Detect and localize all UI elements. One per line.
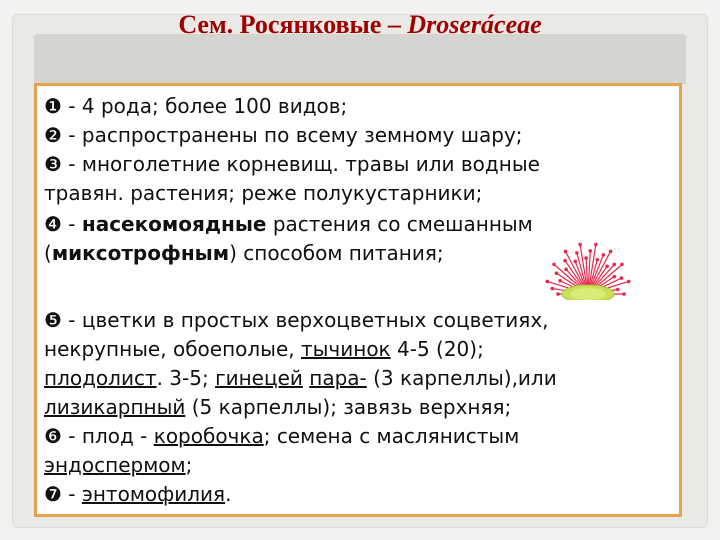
sundew-droplet (588, 249, 592, 253)
list-item-5 (44, 308, 549, 332)
line-text: - цветки в простых верхоцветных соцветиях, (61, 308, 549, 332)
line-text: некрупные, обоеполые, (44, 337, 301, 361)
bold-term: насекомоядные (81, 212, 267, 236)
sundew-droplet (556, 292, 560, 296)
underlined-term: тычинок (300, 337, 391, 361)
underlined-term: коробочка (153, 424, 264, 448)
underlined-term: пара- (309, 366, 367, 390)
sundew-droplet (552, 263, 556, 267)
underlined-term: плодолист (44, 366, 157, 390)
sundew-droplet (612, 263, 616, 267)
line-text: - многолетние корневищ. травы или водные (61, 152, 540, 176)
title-main: Сем. Росянковые – (178, 10, 408, 39)
line-text: ; (185, 453, 193, 477)
list-item-4-cont (44, 241, 444, 265)
sundew-droplet (558, 279, 562, 283)
underlined-term: лизикарпный (44, 395, 186, 419)
line-text: - 4 рода; более 100 видов; (61, 94, 348, 118)
sundew-droplet (578, 243, 582, 247)
title-bar (34, 34, 686, 84)
slide-title (0, 10, 720, 40)
sundew-droplet (564, 268, 568, 272)
content-panel (34, 83, 682, 517)
sundew-droplet (605, 264, 609, 268)
line-text: - распространены по всему земному шару; (61, 123, 523, 147)
line-text: ) способом питания; (229, 241, 444, 265)
sundew-droplet (555, 271, 559, 275)
bold-term: миксотрофным (51, 241, 230, 265)
line-text: - (61, 212, 82, 236)
list-item-6 (44, 424, 519, 448)
sundew-droplet (612, 275, 616, 279)
bullet-2-icon: ❷ (44, 123, 62, 147)
bullet-4-icon: ❹ (44, 212, 62, 236)
sundew-droplet (550, 287, 554, 291)
sundew-droplet (563, 259, 567, 263)
title-latin: Droseráceae (407, 10, 542, 39)
sundew-droplet (609, 250, 613, 254)
list-item-3 (44, 152, 540, 176)
sundew-droplet (620, 263, 624, 267)
sundew-plant-image (544, 240, 632, 300)
sundew-droplet (622, 292, 626, 296)
underlined-term: эндоспермом (44, 453, 186, 477)
underlined-term: гинецей (215, 366, 303, 390)
sundew-droplet (595, 258, 599, 262)
sundew-droplet (602, 253, 606, 257)
sundew-droplet (620, 276, 624, 280)
list-item-6-cont (44, 453, 192, 477)
line-text: ( (44, 241, 52, 265)
sundew-droplet (573, 260, 577, 264)
line-text: травян. растения; реже полукустарники; (44, 181, 483, 205)
line-text: - (61, 482, 82, 506)
bullet-7-icon: ❼ (44, 482, 62, 506)
line-text: растения со смешанным (266, 212, 533, 236)
bullet-6-icon: ❻ (44, 424, 62, 448)
list-item-7 (44, 482, 231, 506)
line-text: . (225, 482, 232, 506)
sundew-droplet (575, 251, 579, 255)
sundew-droplet (564, 250, 568, 254)
list-item-2 (44, 123, 523, 147)
list-item-4 (44, 212, 533, 236)
line-text: ; семена с маслянистым (263, 424, 520, 448)
line-text: (3 карпеллы),или (366, 366, 557, 390)
list-item-3-cont (44, 181, 482, 205)
bullet-1-icon: ❶ (44, 94, 62, 118)
sundew-droplet (584, 256, 588, 260)
list-item-5-cont-3 (44, 395, 511, 419)
sundew-droplet (627, 280, 631, 284)
sundew-droplet (546, 280, 550, 284)
line-text: (5 карпеллы); завязь верхняя; (185, 395, 512, 419)
list-item-1 (44, 94, 347, 118)
list-item-5-cont-2 (44, 366, 557, 390)
underlined-term: энтомофилия (81, 482, 226, 506)
sundew-droplet (594, 243, 598, 247)
list-item-5-cont-1 (44, 337, 484, 361)
bullet-3-icon: ❸ (44, 152, 62, 176)
bullet-5-icon: ❺ (44, 308, 62, 332)
line-text: . 3-5; (156, 366, 216, 390)
sundew-droplet (616, 288, 620, 292)
line-text: - плод - (61, 424, 154, 448)
line-text: 4-5 (20); (390, 337, 484, 361)
